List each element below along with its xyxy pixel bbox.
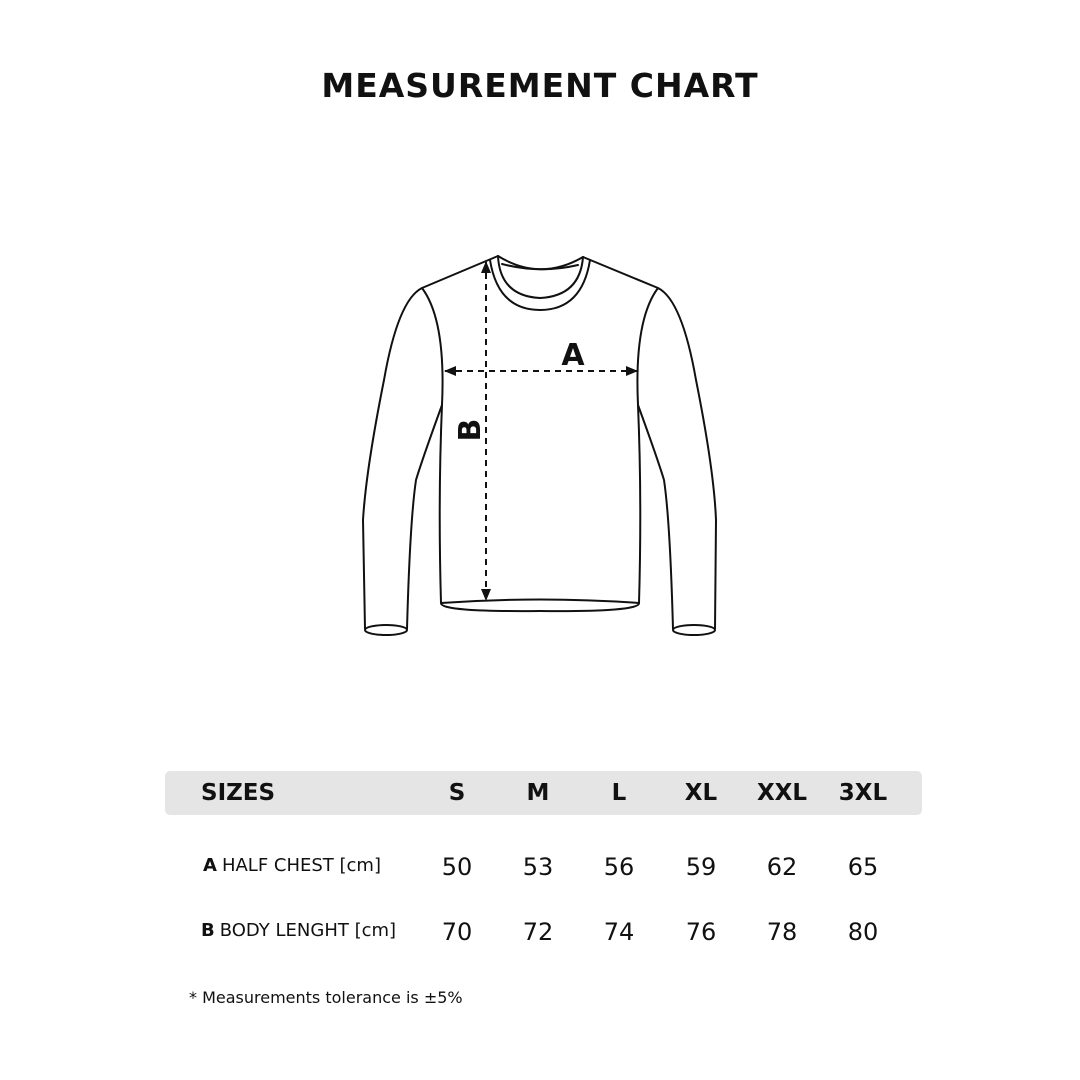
value-cell: 53 [522, 853, 554, 881]
measure-a-label: A [561, 338, 585, 373]
row-key-b: B [201, 920, 215, 941]
value-cell: 70 [441, 918, 473, 946]
row-label-text: BODY LENGHT [cm] [219, 920, 397, 941]
size-header-xl: XL [684, 780, 718, 806]
size-header-3xl: 3XL [838, 780, 888, 806]
row-label-text: HALF CHEST [cm] [221, 855, 381, 876]
row-half-chest-label [203, 851, 381, 881]
left-sleeve-outline [363, 288, 442, 629]
shirt-hem [441, 603, 639, 611]
size-header-m: M [526, 780, 550, 806]
shirt-collar-outer [490, 260, 590, 310]
row-key-a: A [203, 855, 217, 876]
size-header-l: L [611, 780, 627, 806]
measure-b-label: B [453, 418, 488, 442]
tolerance-footnote: * Measurements tolerance is ±5% [189, 988, 463, 1007]
size-header-xxl: XXL [756, 780, 808, 806]
value-cell: 74 [603, 918, 635, 946]
sizes-header-label: SIZES [201, 780, 276, 806]
value-cell: 50 [441, 853, 473, 881]
value-cell: 76 [685, 918, 717, 946]
right-sleeve-outline [638, 288, 716, 629]
value-cell: 65 [847, 853, 879, 881]
size-header-s: S [448, 780, 466, 806]
value-cell: 56 [603, 853, 635, 881]
value-cell: 78 [766, 918, 798, 946]
value-cell: 80 [847, 918, 879, 946]
value-cell: 62 [766, 853, 798, 881]
value-cell: 59 [685, 853, 717, 881]
right-cuff [673, 625, 715, 635]
left-cuff [365, 625, 407, 635]
value-cell: 72 [522, 918, 554, 946]
row-body-length-label [201, 916, 396, 946]
page-title: MEASUREMENT CHART [321, 66, 759, 105]
